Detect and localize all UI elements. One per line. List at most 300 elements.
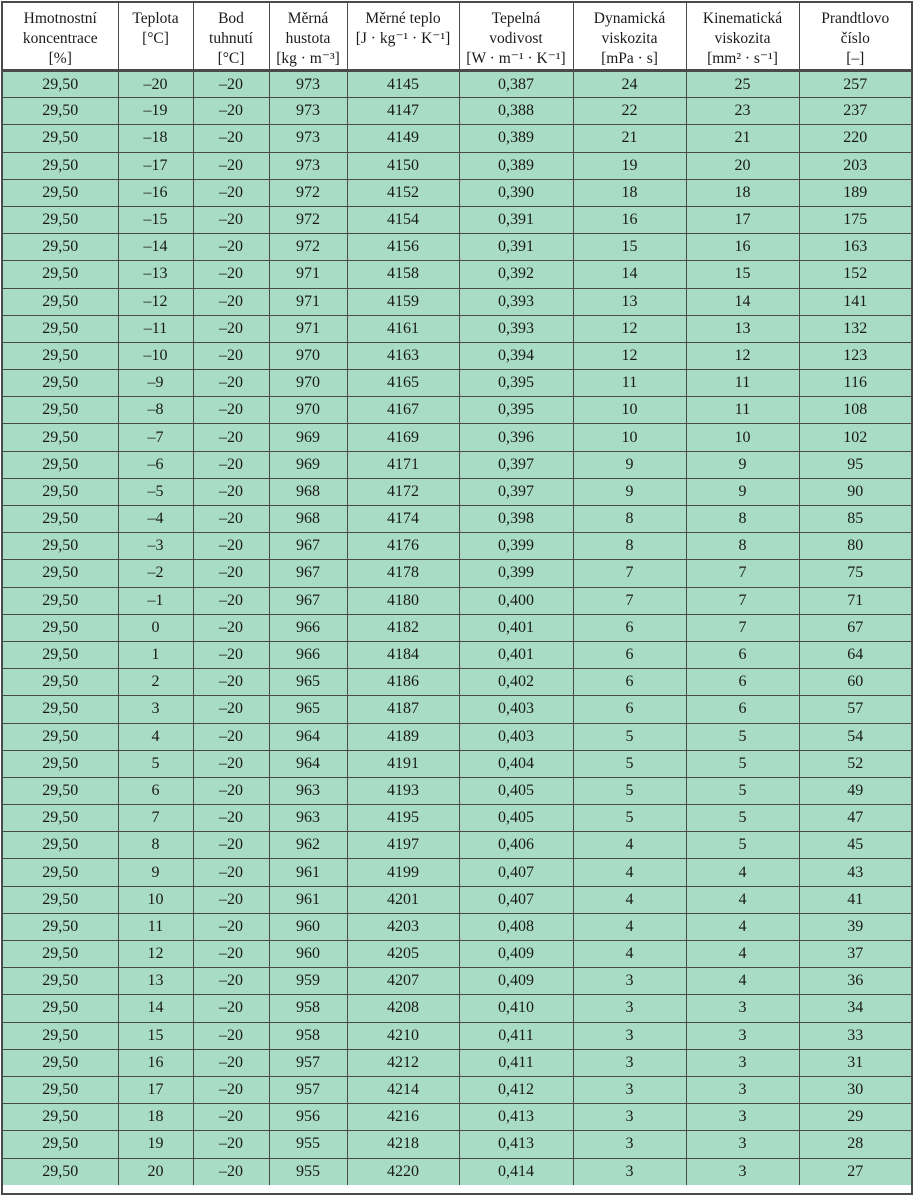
cell-kinematic-viscosity: 15 — [686, 261, 799, 288]
cell-density: 965 — [269, 696, 347, 723]
cell-thermal-conductivity: 0,404 — [459, 750, 573, 777]
header-label-line: Bod — [218, 10, 244, 27]
cell-dynamic-viscosity: 4 — [573, 913, 686, 940]
cell-density: 972 — [269, 206, 347, 233]
cell-thermal-conductivity: 0,392 — [459, 261, 573, 288]
cell-density: 961 — [269, 859, 347, 886]
cell-concentration: 29,50 — [3, 1049, 118, 1076]
cell-kinematic-viscosity: 21 — [686, 125, 799, 152]
cell-temperature: –3 — [118, 533, 193, 560]
cell-specific-heat: 4154 — [347, 206, 459, 233]
cell-dynamic-viscosity: 8 — [573, 533, 686, 560]
cell-dynamic-viscosity: 4 — [573, 941, 686, 968]
cell-concentration: 29,50 — [3, 913, 118, 940]
cell-kinematic-viscosity: 8 — [686, 533, 799, 560]
cell-dynamic-viscosity: 7 — [573, 587, 686, 614]
cell-dynamic-viscosity: 12 — [573, 342, 686, 369]
cell-prandtl-number: 52 — [799, 750, 911, 777]
cell-dynamic-viscosity: 3 — [573, 1131, 686, 1158]
cell-kinematic-viscosity: 7 — [686, 587, 799, 614]
cell-specific-heat: 4147 — [347, 98, 459, 125]
cell-density: 973 — [269, 125, 347, 152]
cell-kinematic-viscosity: 23 — [686, 98, 799, 125]
cell-freezing-point: –20 — [193, 342, 269, 369]
cell-temperature: 5 — [118, 750, 193, 777]
cell-density: 971 — [269, 261, 347, 288]
cell-dynamic-viscosity: 6 — [573, 641, 686, 668]
cell-kinematic-viscosity: 6 — [686, 669, 799, 696]
cell-thermal-conductivity: 0,411 — [459, 1022, 573, 1049]
cell-specific-heat: 4218 — [347, 1131, 459, 1158]
header-label-line: tuhnutí — [209, 30, 253, 47]
cell-prandtl-number: 116 — [799, 370, 911, 397]
cell-concentration: 29,50 — [3, 71, 118, 98]
cell-density: 973 — [269, 71, 347, 98]
cell-specific-heat: 4216 — [347, 1104, 459, 1131]
cell-concentration: 29,50 — [3, 261, 118, 288]
cell-concentration: 29,50 — [3, 750, 118, 777]
cell-prandtl-number: 31 — [799, 1049, 911, 1076]
cell-temperature: 16 — [118, 1049, 193, 1076]
cell-freezing-point: –20 — [193, 1158, 269, 1185]
header-label-line: Měrné teplo — [365, 10, 441, 27]
table-row — [3, 261, 911, 288]
cell-dynamic-viscosity: 19 — [573, 152, 686, 179]
cell-density: 972 — [269, 234, 347, 261]
header-label-line: Teplota — [132, 10, 179, 27]
cell-density: 971 — [269, 288, 347, 315]
cell-freezing-point: –20 — [193, 1104, 269, 1131]
cell-dynamic-viscosity: 10 — [573, 397, 686, 424]
table-row — [3, 750, 911, 777]
cell-thermal-conductivity: 0,398 — [459, 506, 573, 533]
table-row — [3, 832, 911, 859]
cell-freezing-point: –20 — [193, 98, 269, 125]
cell-freezing-point: –20 — [193, 614, 269, 641]
cell-dynamic-viscosity: 3 — [573, 1022, 686, 1049]
cell-density: 972 — [269, 179, 347, 206]
cell-dynamic-viscosity: 15 — [573, 234, 686, 261]
cell-freezing-point: –20 — [193, 641, 269, 668]
cell-temperature: –18 — [118, 125, 193, 152]
table-row — [3, 1049, 911, 1076]
cell-kinematic-viscosity: 5 — [686, 723, 799, 750]
table-row — [3, 941, 911, 968]
cell-prandtl-number: 132 — [799, 315, 911, 342]
table-row — [3, 1158, 911, 1185]
table-row — [3, 478, 911, 505]
cell-freezing-point: –20 — [193, 206, 269, 233]
cell-kinematic-viscosity: 13 — [686, 315, 799, 342]
cell-temperature: –14 — [118, 234, 193, 261]
cell-prandtl-number: 141 — [799, 288, 911, 315]
cell-freezing-point: –20 — [193, 288, 269, 315]
cell-prandtl-number: 45 — [799, 832, 911, 859]
cell-freezing-point: –20 — [193, 968, 269, 995]
cell-freezing-point: –20 — [193, 560, 269, 587]
cell-density: 961 — [269, 886, 347, 913]
cell-temperature: –11 — [118, 315, 193, 342]
cell-specific-heat: 4189 — [347, 723, 459, 750]
cell-prandtl-number: 75 — [799, 560, 911, 587]
cell-kinematic-viscosity: 17 — [686, 206, 799, 233]
header-label-line: koncentrace — [22, 30, 98, 47]
cell-prandtl-number: 95 — [799, 451, 911, 478]
header-label-line: viskozita — [714, 30, 771, 47]
cell-concentration: 29,50 — [3, 506, 118, 533]
table-row — [3, 342, 911, 369]
cell-prandtl-number: 220 — [799, 125, 911, 152]
cell-temperature: 13 — [118, 968, 193, 995]
cell-temperature: 7 — [118, 805, 193, 832]
table-row — [3, 560, 911, 587]
cell-prandtl-number: 80 — [799, 533, 911, 560]
cell-temperature: 18 — [118, 1104, 193, 1131]
cell-specific-heat: 4174 — [347, 506, 459, 533]
cell-kinematic-viscosity: 5 — [686, 832, 799, 859]
cell-concentration: 29,50 — [3, 1158, 118, 1185]
cell-specific-heat: 4186 — [347, 669, 459, 696]
cell-thermal-conductivity: 0,406 — [459, 832, 573, 859]
cell-dynamic-viscosity: 6 — [573, 614, 686, 641]
cell-prandtl-number: 54 — [799, 723, 911, 750]
cell-density: 967 — [269, 560, 347, 587]
table-row — [3, 1022, 911, 1049]
table-row — [3, 71, 911, 98]
cell-specific-heat: 4172 — [347, 478, 459, 505]
cell-concentration: 29,50 — [3, 805, 118, 832]
cell-concentration: 29,50 — [3, 941, 118, 968]
cell-density: 960 — [269, 941, 347, 968]
cell-prandtl-number: 237 — [799, 98, 911, 125]
header-prandtl-number — [799, 3, 911, 71]
cell-specific-heat: 4195 — [347, 805, 459, 832]
table-row — [3, 125, 911, 152]
cell-density: 957 — [269, 1049, 347, 1076]
cell-freezing-point: –20 — [193, 451, 269, 478]
cell-temperature: –15 — [118, 206, 193, 233]
cell-specific-heat: 4207 — [347, 968, 459, 995]
cell-freezing-point: –20 — [193, 669, 269, 696]
cell-concentration: 29,50 — [3, 288, 118, 315]
header-label-line: Dynamická — [593, 10, 666, 27]
cell-dynamic-viscosity: 18 — [573, 179, 686, 206]
cell-prandtl-number: 43 — [799, 859, 911, 886]
cell-kinematic-viscosity: 5 — [686, 805, 799, 832]
cell-prandtl-number: 85 — [799, 506, 911, 533]
header-unit: [kg · m⁻³] — [276, 50, 340, 67]
cell-kinematic-viscosity: 25 — [686, 71, 799, 98]
cell-prandtl-number: 152 — [799, 261, 911, 288]
cell-thermal-conductivity: 0,391 — [459, 234, 573, 261]
cell-kinematic-viscosity: 6 — [686, 641, 799, 668]
cell-freezing-point: –20 — [193, 587, 269, 614]
table-row — [3, 587, 911, 614]
cell-specific-heat: 4205 — [347, 941, 459, 968]
cell-prandtl-number: 102 — [799, 424, 911, 451]
cell-concentration: 29,50 — [3, 1131, 118, 1158]
cell-thermal-conductivity: 0,397 — [459, 451, 573, 478]
header-label-line: Tepelná — [491, 10, 541, 27]
cell-temperature: 4 — [118, 723, 193, 750]
cell-dynamic-viscosity: 8 — [573, 506, 686, 533]
cell-freezing-point: –20 — [193, 723, 269, 750]
cell-kinematic-viscosity: 3 — [686, 1049, 799, 1076]
cell-density: 958 — [269, 995, 347, 1022]
header-specific-heat — [347, 3, 459, 71]
table-row — [3, 1076, 911, 1103]
cell-temperature: 15 — [118, 1022, 193, 1049]
cell-specific-heat: 4182 — [347, 614, 459, 641]
cell-kinematic-viscosity: 4 — [686, 913, 799, 940]
table-row — [3, 913, 911, 940]
cell-specific-heat: 4167 — [347, 397, 459, 424]
cell-kinematic-viscosity: 7 — [686, 614, 799, 641]
cell-temperature: 9 — [118, 859, 193, 886]
cell-specific-heat: 4191 — [347, 750, 459, 777]
cell-temperature: 14 — [118, 995, 193, 1022]
header-thermal-conductivity — [459, 3, 573, 71]
cell-prandtl-number: 60 — [799, 669, 911, 696]
header-unit: [W · m⁻¹ · K⁻¹] — [466, 50, 566, 67]
cell-kinematic-viscosity: 8 — [686, 506, 799, 533]
cell-specific-heat: 4203 — [347, 913, 459, 940]
cell-concentration: 29,50 — [3, 723, 118, 750]
cell-concentration: 29,50 — [3, 859, 118, 886]
table-row — [3, 288, 911, 315]
cell-density: 970 — [269, 370, 347, 397]
cell-kinematic-viscosity: 5 — [686, 777, 799, 804]
cell-density: 957 — [269, 1076, 347, 1103]
cell-specific-heat: 4178 — [347, 560, 459, 587]
cell-kinematic-viscosity: 3 — [686, 1104, 799, 1131]
cell-dynamic-viscosity: 24 — [573, 71, 686, 98]
cell-temperature: 11 — [118, 913, 193, 940]
cell-concentration: 29,50 — [3, 152, 118, 179]
cell-temperature: –10 — [118, 342, 193, 369]
header-dynamic-viscosity — [573, 3, 686, 71]
cell-prandtl-number: 64 — [799, 641, 911, 668]
cell-prandtl-number: 30 — [799, 1076, 911, 1103]
cell-specific-heat: 4214 — [347, 1076, 459, 1103]
cell-dynamic-viscosity: 5 — [573, 750, 686, 777]
cell-kinematic-viscosity: 20 — [686, 152, 799, 179]
header-density — [269, 3, 347, 71]
cell-thermal-conductivity: 0,393 — [459, 315, 573, 342]
cell-density: 966 — [269, 614, 347, 641]
cell-thermal-conductivity: 0,399 — [459, 533, 573, 560]
cell-concentration: 29,50 — [3, 179, 118, 206]
table-row — [3, 968, 911, 995]
cell-specific-heat: 4171 — [347, 451, 459, 478]
cell-density: 962 — [269, 832, 347, 859]
header-unit: [%] — [48, 50, 72, 67]
cell-concentration: 29,50 — [3, 696, 118, 723]
cell-concentration: 29,50 — [3, 98, 118, 125]
table-row — [3, 506, 911, 533]
cell-prandtl-number: 90 — [799, 478, 911, 505]
cell-temperature: –19 — [118, 98, 193, 125]
cell-specific-heat: 4163 — [347, 342, 459, 369]
cell-thermal-conductivity: 0,413 — [459, 1104, 573, 1131]
cell-concentration: 29,50 — [3, 397, 118, 424]
cell-specific-heat: 4149 — [347, 125, 459, 152]
cell-concentration: 29,50 — [3, 1104, 118, 1131]
header-label-line: číslo — [840, 30, 870, 47]
cell-specific-heat: 4199 — [347, 859, 459, 886]
cell-freezing-point: –20 — [193, 424, 269, 451]
cell-temperature: –6 — [118, 451, 193, 478]
cell-concentration: 29,50 — [3, 478, 118, 505]
cell-thermal-conductivity: 0,401 — [459, 641, 573, 668]
cell-specific-heat: 4156 — [347, 234, 459, 261]
header-unit: [mPa · s] — [601, 50, 658, 67]
cell-density: 973 — [269, 152, 347, 179]
table-row — [3, 179, 911, 206]
header-label-line: Měrná — [287, 10, 329, 27]
cell-specific-heat: 4201 — [347, 886, 459, 913]
cell-prandtl-number: 108 — [799, 397, 911, 424]
cell-concentration: 29,50 — [3, 614, 118, 641]
cell-thermal-conductivity: 0,409 — [459, 941, 573, 968]
table-row — [3, 696, 911, 723]
cell-concentration: 29,50 — [3, 451, 118, 478]
cell-thermal-conductivity: 0,395 — [459, 397, 573, 424]
cell-prandtl-number: 57 — [799, 696, 911, 723]
header-unit: [°C] — [217, 50, 245, 67]
cell-dynamic-viscosity: 3 — [573, 968, 686, 995]
cell-temperature: –7 — [118, 424, 193, 451]
table-row — [3, 723, 911, 750]
table-row — [3, 98, 911, 125]
cell-concentration: 29,50 — [3, 669, 118, 696]
cell-kinematic-viscosity: 3 — [686, 1076, 799, 1103]
table-row — [3, 533, 911, 560]
cell-concentration: 29,50 — [3, 342, 118, 369]
cell-dynamic-viscosity: 4 — [573, 832, 686, 859]
cell-prandtl-number: 39 — [799, 913, 911, 940]
cell-dynamic-viscosity: 3 — [573, 1104, 686, 1131]
cell-temperature: 1 — [118, 641, 193, 668]
cell-freezing-point: –20 — [193, 696, 269, 723]
table-row — [3, 451, 911, 478]
cell-dynamic-viscosity: 9 — [573, 451, 686, 478]
cell-kinematic-viscosity: 7 — [686, 560, 799, 587]
properties-table — [3, 3, 911, 1185]
cell-temperature: 2 — [118, 669, 193, 696]
table-row — [3, 886, 911, 913]
cell-freezing-point: –20 — [193, 261, 269, 288]
cell-prandtl-number: 163 — [799, 234, 911, 261]
cell-density: 958 — [269, 1022, 347, 1049]
cell-thermal-conductivity: 0,390 — [459, 179, 573, 206]
cell-thermal-conductivity: 0,394 — [459, 342, 573, 369]
cell-concentration: 29,50 — [3, 560, 118, 587]
cell-density: 967 — [269, 533, 347, 560]
cell-thermal-conductivity: 0,395 — [459, 370, 573, 397]
cell-temperature: –13 — [118, 261, 193, 288]
cell-dynamic-viscosity: 13 — [573, 288, 686, 315]
cell-specific-heat: 4165 — [347, 370, 459, 397]
cell-freezing-point: –20 — [193, 370, 269, 397]
table-frame — [1, 1, 913, 1195]
cell-freezing-point: –20 — [193, 859, 269, 886]
cell-concentration: 29,50 — [3, 777, 118, 804]
cell-density: 969 — [269, 424, 347, 451]
cell-density: 963 — [269, 777, 347, 804]
cell-kinematic-viscosity: 10 — [686, 424, 799, 451]
header-row — [3, 3, 911, 71]
cell-thermal-conductivity: 0,412 — [459, 1076, 573, 1103]
cell-density: 973 — [269, 98, 347, 125]
cell-dynamic-viscosity: 6 — [573, 669, 686, 696]
table-row — [3, 859, 911, 886]
cell-temperature: 10 — [118, 886, 193, 913]
table-row — [3, 206, 911, 233]
cell-temperature: –16 — [118, 179, 193, 206]
header-unit: [–] — [846, 50, 865, 67]
cell-thermal-conductivity: 0,407 — [459, 886, 573, 913]
cell-temperature: –12 — [118, 288, 193, 315]
table-row — [3, 397, 911, 424]
cell-temperature: 0 — [118, 614, 193, 641]
cell-prandtl-number: 71 — [799, 587, 911, 614]
cell-dynamic-viscosity: 14 — [573, 261, 686, 288]
cell-concentration: 29,50 — [3, 886, 118, 913]
cell-freezing-point: –20 — [193, 886, 269, 913]
cell-dynamic-viscosity: 5 — [573, 777, 686, 804]
cell-kinematic-viscosity: 4 — [686, 886, 799, 913]
cell-temperature: 12 — [118, 941, 193, 968]
cell-kinematic-viscosity: 16 — [686, 234, 799, 261]
cell-kinematic-viscosity: 3 — [686, 995, 799, 1022]
cell-prandtl-number: 36 — [799, 968, 911, 995]
cell-temperature: –8 — [118, 397, 193, 424]
cell-concentration: 29,50 — [3, 832, 118, 859]
cell-density: 964 — [269, 750, 347, 777]
cell-dynamic-viscosity: 9 — [573, 478, 686, 505]
cell-thermal-conductivity: 0,410 — [459, 995, 573, 1022]
cell-freezing-point: –20 — [193, 750, 269, 777]
header-freezing-point — [193, 3, 269, 71]
cell-thermal-conductivity: 0,400 — [459, 587, 573, 614]
cell-dynamic-viscosity: 3 — [573, 1076, 686, 1103]
cell-density: 959 — [269, 968, 347, 995]
cell-temperature: –9 — [118, 370, 193, 397]
cell-thermal-conductivity: 0,411 — [459, 1049, 573, 1076]
cell-thermal-conductivity: 0,413 — [459, 1131, 573, 1158]
cell-prandtl-number: 175 — [799, 206, 911, 233]
table-row — [3, 234, 911, 261]
cell-density: 955 — [269, 1131, 347, 1158]
cell-density: 956 — [269, 1104, 347, 1131]
cell-concentration: 29,50 — [3, 370, 118, 397]
cell-freezing-point: –20 — [193, 1131, 269, 1158]
cell-kinematic-viscosity: 11 — [686, 370, 799, 397]
header-unit: [mm² · s⁻¹] — [707, 50, 778, 67]
cell-dynamic-viscosity: 10 — [573, 424, 686, 451]
cell-density: 970 — [269, 397, 347, 424]
cell-prandtl-number: 41 — [799, 886, 911, 913]
header-unit: [J · kg⁻¹ · K⁻¹] — [355, 30, 451, 47]
cell-kinematic-viscosity: 9 — [686, 478, 799, 505]
cell-specific-heat: 4150 — [347, 152, 459, 179]
table-row — [3, 805, 911, 832]
cell-dynamic-viscosity: 16 — [573, 206, 686, 233]
cell-prandtl-number: 67 — [799, 614, 911, 641]
cell-prandtl-number: 203 — [799, 152, 911, 179]
cell-specific-heat: 4197 — [347, 832, 459, 859]
